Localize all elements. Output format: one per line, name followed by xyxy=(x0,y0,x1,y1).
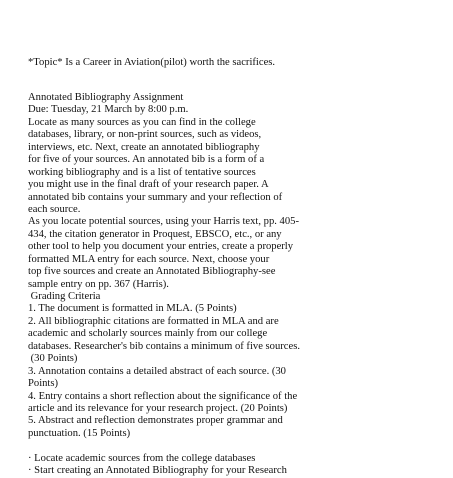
body-line: Annotated Bibliography Assignment xyxy=(28,92,184,103)
body-line: Locate as many sources as you can find in the college xyxy=(28,116,256,128)
document-page xyxy=(28,0,448,477)
body-line: 434, the citation generator in Proquest, EBSCO, etc., or any xyxy=(28,228,282,240)
criteria-line: 3. Annotation contains a detailed abstract of each source. (30 xyxy=(28,365,286,377)
body-line: working bibliography and is a list of tentative sources xyxy=(28,166,256,178)
criteria-line: (30 Points) xyxy=(28,353,78,365)
criteria-line: databases. Researcher's bib contains a minimum of five sources. xyxy=(28,340,300,352)
criteria-line: 1. The document is formatted in MLA. (5 Points) xyxy=(28,303,237,315)
body-line: sample entry on pp. 367 (Harris). xyxy=(28,278,169,290)
criteria-line: 4. Entry contains a short reflection about the significance of the xyxy=(28,390,298,402)
body-line: interviews, etc. Next, create an annotated bibliography xyxy=(28,141,260,153)
body-line: other tool to help you document your entries, create a properly xyxy=(28,241,294,253)
body-line: databases, library, or non-print sources, such as videos, xyxy=(28,129,262,141)
criteria-line: 5. Abstract and reflection demonstrates proper grammar and xyxy=(28,415,283,427)
topic-line: *Topic* Is a Career in Aviation(pilot) worth the sacrifices. xyxy=(28,57,276,68)
bullet-item: · Start creating an Annotated Bibliography for your Research xyxy=(28,465,287,477)
body-line: As you locate potential sources, using your Harris text, pp. 405- xyxy=(28,216,299,228)
criteria-line: punctuation. (15 Points) xyxy=(28,427,131,439)
criteria-line: 2. All bibliographic citations are formatted in MLA and are xyxy=(28,315,279,327)
bullet-item: · Locate academic sources from the college databases xyxy=(28,452,256,464)
blank-line xyxy=(28,440,300,452)
body-line: top five sources and create an Annotated Bibliography-see xyxy=(28,266,276,278)
body-line: Due: Tuesday, 21 March by 8:00 p.m. xyxy=(28,104,189,116)
body-line: each source. xyxy=(28,203,81,215)
grading-criteria-heading: Grading Criteria xyxy=(28,291,101,302)
criteria-line: article and its relevance for your research project. (20 Points) xyxy=(28,402,288,414)
criteria-line: Points) xyxy=(28,378,59,390)
assignment-body xyxy=(28,92,300,478)
criteria-line: academic and scholarly sources mainly from our college xyxy=(28,328,268,340)
body-line: formatted MLA entry for each source. Next, choose your xyxy=(28,253,270,265)
body-line: for five of your sources. An annotated bib is a form of a xyxy=(28,154,265,166)
body-line: you might use in the final draft of your research paper. A xyxy=(28,179,269,191)
body-line: annotated bib contains your summary and your reflection of xyxy=(28,191,283,203)
